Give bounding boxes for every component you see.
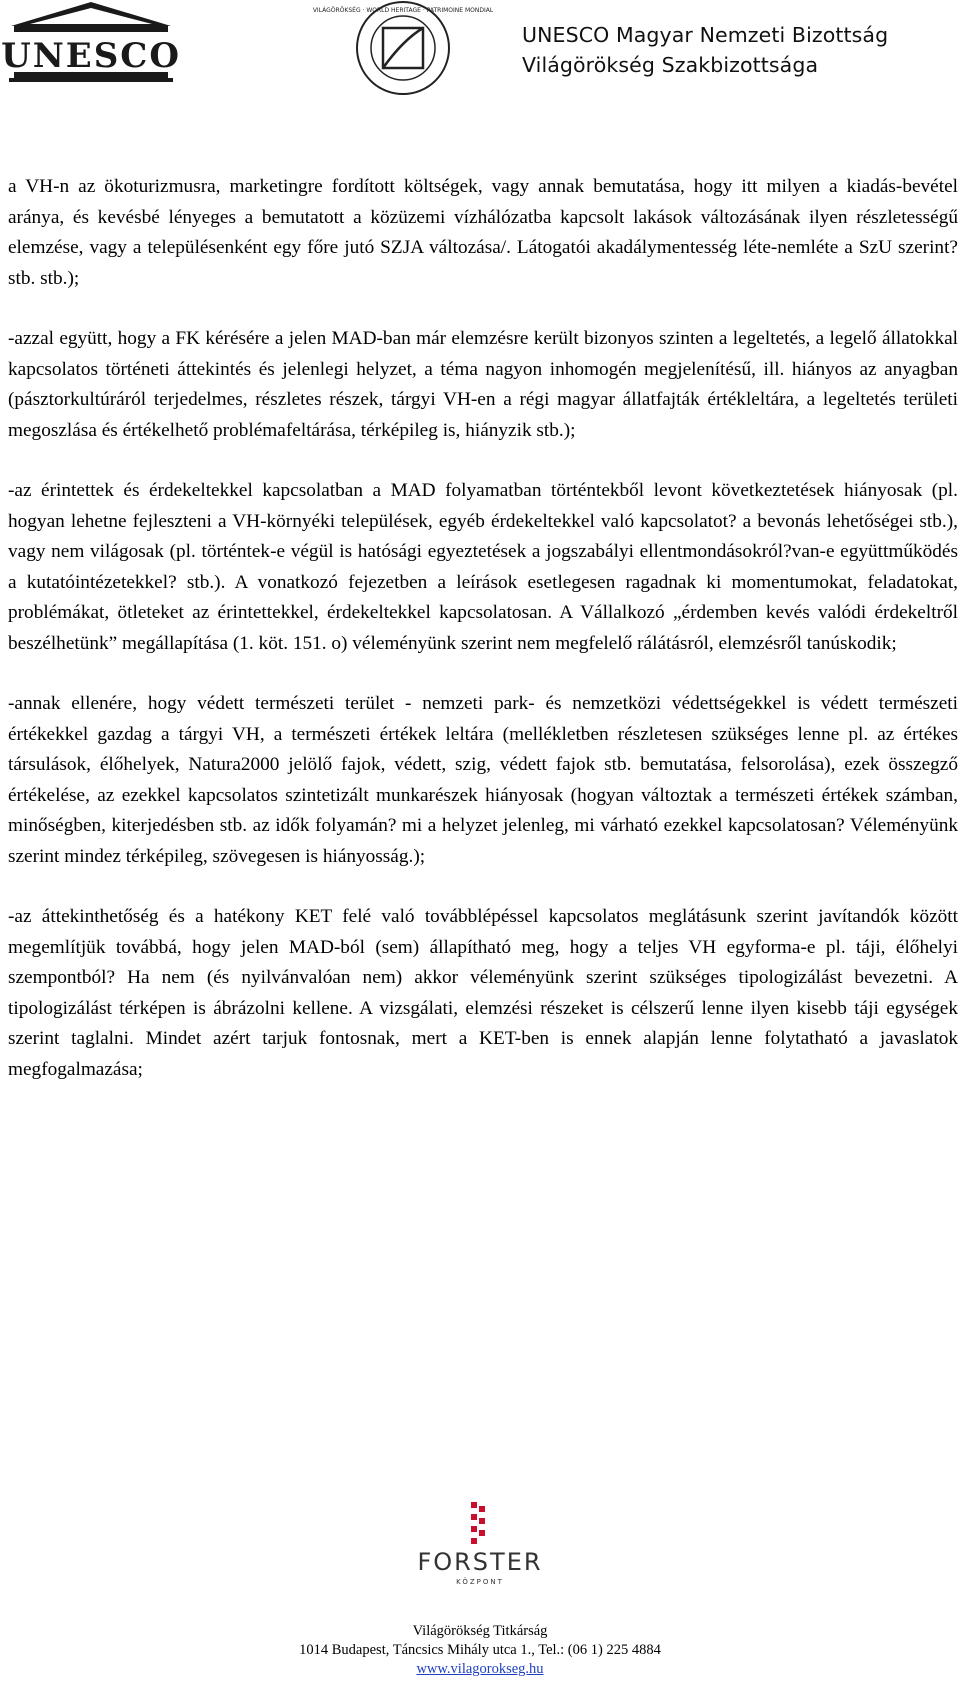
footer-address: 1014 Budapest, Táncsics Mihály utca 1., Tel.: (06 1) 225 4884: [299, 1642, 661, 1658]
footer-website-link[interactable]: www.vilagorokseg.hu: [416, 1661, 544, 1677]
paragraph-2: -azzal együtt, hogy a FK kérésére a jelen MAD-ban már elemzésre került bizonyos szinten a legeltetés, a legelő állatokkal kapcsolatos történeti áttekintés és jelenlegi helyzet, a téma nagyon inhomogén megjelenítésű, ill. hiányos az anyagban (pásztorkultúráról terjedelmes, részletes részek, tárgyi VH-en a régi magyar állatfajták értékleltára, a legeltetés területi megoszlása és értékelhető problémafeltárása, térképileg is, hiányzik stb.);: [8, 328, 958, 441]
unesco-logo-text: UNESCO: [1, 36, 181, 76]
paragraph-5: -az áttekinthetőség és a hatékony KET felé való továbblépéssel kapcsolatos meglátásunk szerint javítandók között megemlítjük továbbá, hogy jelen MAD-ból (sem) állapítható meg, hogy a teljes VH egyforma-e pl. táji, élőhelyi szempontból? Ha nem (és nyilvánvalóan nem) akkor véleményünk szerint szükséges tipologizálást bevezetni. A tipologizálást térképen is ábrázolni kellene. A vizsgálati, elemzési részeket is célszerű lenne ilyen kisebb táji egységek szerint taglalni. Mindet azért tarjuk fontosnak, mert a KET-ben is ennek alapján lenne folytatható a javaslatok megfogalmazása;: [8, 906, 958, 1080]
forster-logo-sub: KÖZPONT: [456, 1578, 504, 1586]
world-heritage-emblem: [312, 0, 494, 100]
paragraph-1: a VH-n az ökoturizmusra, marketingre fordított költségek, vagy annak bemutatása, hogy itt milyen a kiadás-bevétel aránya, és kevésbé lényeges a bemutatott a közüzemi vízhálózatba kapcsolt lakások változásának ilyen részletességű elemzése, vagy a településenként egy főre jutó SZJA változása/. Látogatói akadálymentesség léte-nemléte a SzU szerint? stb. stb.);: [8, 176, 958, 289]
page-header: [0, 0, 960, 100]
paragraph-3: -az érintettek és érdekeltekkel kapcsolatban a MAD folyamatban történtekből levont következtetések hiányosak (pl. hogyan lehetne fejleszteni a VH-környéki települések, egyéb érdekeltekkel való kapcsolatot? a bevonás lehetőségei stb.), vagy nem világosak (pl. történtek-e végül is hatósági egyeztetések a jogszabályi ellentmondásokról?van-e együttműködés a kutatóintézetekkel? stb.). A vonatkozó fejezetben a leírások esetlegesen ragadnak ki momentumokat, feladatokat, problémákat, ötleteket az érintettekkel, érdekeltekkel kapcsolatosan. A Vállalkozó „érdemben kevés valódi érdekeltről beszélhetünk” megállapítása (1. köt. 151. o) véleményünk szerint nem megfelelő rálátásról, elemzésről tanúskodik;: [8, 480, 958, 654]
org-committee: Világörökség Szakbizottsága: [522, 53, 819, 77]
forster-logo-name: FORSTER: [417, 1548, 543, 1576]
forster-logo: [405, 1500, 555, 1600]
org-name: UNESCO Magyar Nemzeti Bizottság: [522, 23, 889, 47]
header-org-text: [522, 20, 888, 80]
footer-office: Világörökség Titkárság: [412, 1623, 548, 1639]
paragraph-4: -annak ellenére, hogy védett természeti terület - nemzeti park- és nemzetközi védettségekkel is védett természeti értékekkel gazdag a tárgyi VH, a természeti értékek leltára (mellékletben részletesen szükséges lenne pl. az értékes társulások, élőhelyek, Natura2000 jelölő fajok, védett, szig, védett fajok stb. bemutatása, felsorolása), ezek összegző értékelése, az ezekkel kapcsolatos szintetizált munkarészek hiányosak (hogyan változtak a természeti értékek számban, minőségben, kiterjedésben stb. az idők folyamán? mi a helyzet jelenleg, mi várható ezekkel kapcsolatosan? Véleményünk szerint mindez térképileg, szövegesen is hiányosság.);: [8, 693, 958, 867]
document-body: [8, 172, 958, 1115]
page-footer: [0, 1500, 960, 1679]
emblem-text: VILÁGÖRÖKSÉG · WORLD HERITAGE · PATRIMOINE MONDIAL: [312, 7, 494, 14]
unesco-logo: [1, 0, 181, 82]
